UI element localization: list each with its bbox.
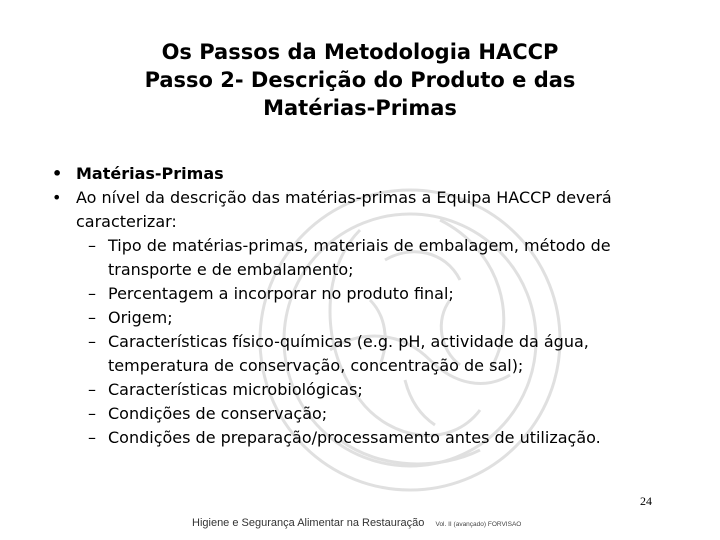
dash-marker: – [88,380,96,399]
sub-bullet-text: Percentagem a incorporar no produto final; [108,284,454,303]
sub-bullet-text: Características microbiológicas; [108,380,363,399]
page-number: 24 [640,494,652,508]
sub-bullet-item [48,402,688,426]
sub-bullet-item [48,282,688,306]
title-line-3: Matérias-Primas [263,96,457,120]
sub-bullet-item [48,234,688,282]
footer-subtitle: Vol. II (avançado) FORVISAO [435,521,522,528]
bullet-text: Ao nível da descrição das matérias-primas a Equipa HACCP deverá caracterizar: [76,188,612,231]
bullet-list [48,162,688,450]
title-line-2: Passo 2- Descrição do Produto e das [144,68,576,92]
footer [192,511,612,530]
bullet-marker: • [52,164,63,183]
dash-marker: – [88,284,96,303]
title-line-1: Os Passos da Metodologia HACCP [161,40,559,64]
sub-bullet-text: Condições de preparação/processamento antes de utilização. [108,428,601,447]
dash-marker: – [88,308,96,327]
bullet-item [48,162,688,186]
footer-title: Higiene e Segurança Alimentar na Restauração [192,517,425,529]
dash-marker: – [88,236,96,255]
sub-bullet-text: Origem; [108,308,173,327]
sub-bullet-text: Tipo de matérias-primas, materiais de embalagem, método de transporte e de embalamento; [108,236,611,279]
sub-bullet-item [48,306,688,330]
sub-bullet-text: Condições de conservação; [108,404,328,423]
bullet-item [48,186,688,234]
sub-bullet-item [48,426,688,450]
sub-bullet-text: Características físico-químicas (e.g. pH, actividade da água, temperatura de conservação, concentração de sal); [108,332,589,375]
dash-marker: – [88,404,96,423]
dash-marker: – [88,332,96,351]
slide-title [60,38,660,122]
sub-bullet-item [48,378,688,402]
dash-marker: – [88,428,96,447]
bullet-marker: • [52,188,62,207]
bullet-text: Matérias-Primas [76,164,224,183]
sub-bullet-item [48,330,688,378]
